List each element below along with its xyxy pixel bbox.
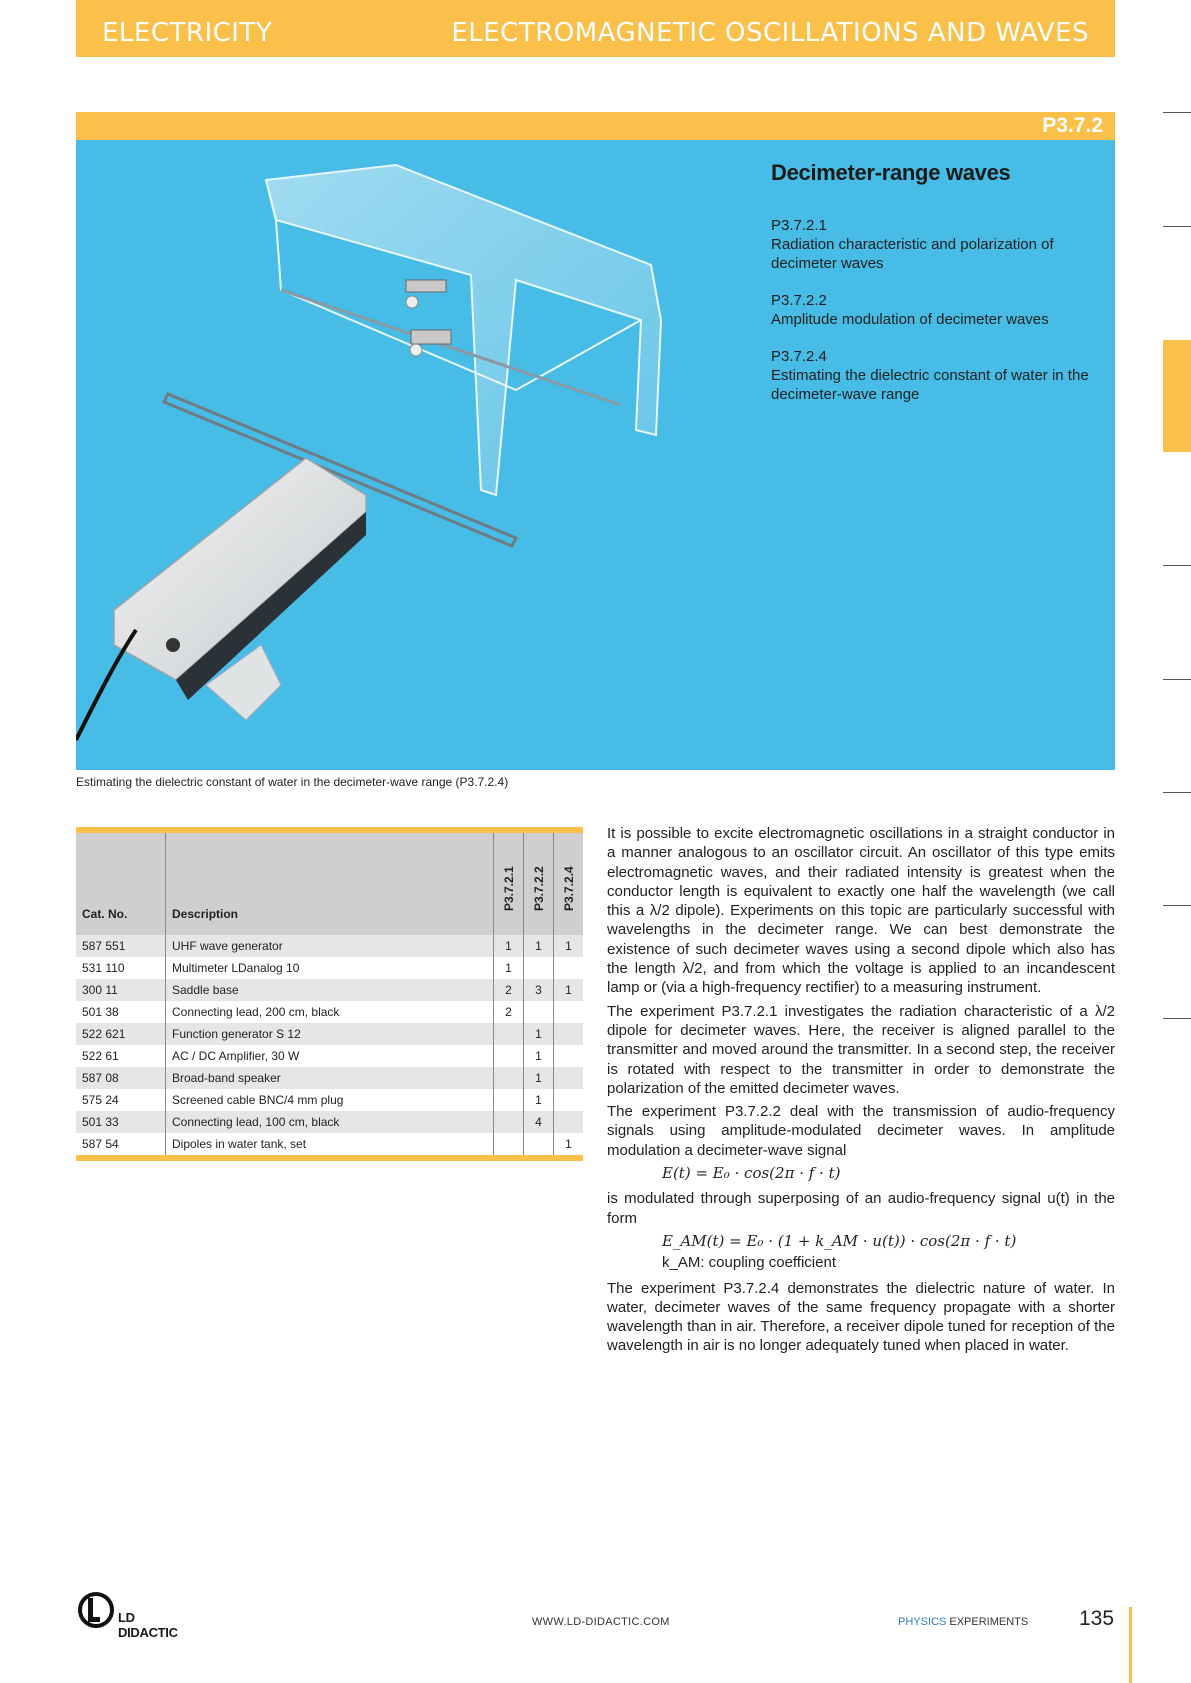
section-code: P3.7.2 xyxy=(1042,114,1103,137)
photo-caption: Estimating the dielectric constant of water in the decimeter-wave range (P3.7.2.4) xyxy=(76,775,509,789)
quantity-cell xyxy=(494,1089,524,1111)
description-text xyxy=(607,824,1115,1360)
cat-no-cell: 522 61 xyxy=(82,1049,119,1063)
quantity-cell xyxy=(524,957,554,979)
footer-accent-rule xyxy=(1129,1607,1132,1683)
quantity-cell: 1 xyxy=(524,1023,554,1045)
index-tick xyxy=(1163,226,1191,227)
index-tick xyxy=(1163,1018,1191,1019)
table-row xyxy=(76,1001,583,1023)
quantity-cell: 1 xyxy=(554,935,584,957)
quantity-cell xyxy=(494,1111,524,1133)
col-header-exp: P3.7.2.2 xyxy=(524,830,554,935)
quantity-cell: 4 xyxy=(524,1111,554,1133)
table-row xyxy=(76,1133,583,1158)
quantity-cell: 3 xyxy=(524,979,554,1001)
quantity-cell xyxy=(494,1023,524,1045)
col-header-exp: P3.7.2.1 xyxy=(494,830,524,935)
cat-no-cell: 587 08 xyxy=(82,1071,119,1085)
description-cell: UHF wave generator xyxy=(166,935,494,957)
paragraph: It is possible to excite electromagnetic oscillations in a straight conductor in a manner analogous to an oscillator circuit. An oscillator of this type emits electromagnetic waves, and their radiated intensity is greatest when the conductor length is equivalent to exactly one half the wavelength (we call this a λ/2 dipole). Experiments on this topic are particularly successful with wavelengths in the decimeter range. We can best demonstrate the existence of such decimeter waves using a second dipole which also has the length λ/2, and from which the voltage is applied to an incandescent lamp or (via a high-frequency rectifier) to a measuring instrument. xyxy=(607,825,1115,997)
quantity-cell xyxy=(524,1001,554,1023)
brand-name: LD DIDACTIC xyxy=(118,1610,178,1640)
cat-no-cell: 501 38 xyxy=(82,1005,119,1019)
description-cell: Screened cable BNC/4 mm plug xyxy=(166,1089,494,1111)
description-cell: Multimeter LDanalog 10 xyxy=(166,957,494,979)
formula-carrier: E(t) = E₀ · cos(2π · f · t) xyxy=(662,1164,841,1183)
index-tick xyxy=(1163,565,1191,566)
experiment-title: Radiation characteristic and polarization of decimeter waves xyxy=(771,236,1054,272)
table-row xyxy=(76,935,583,957)
table-header-row xyxy=(76,830,583,935)
quantity-cell: 1 xyxy=(524,1067,554,1089)
quantity-cell xyxy=(554,1001,584,1023)
experiment-code: P3.7.2.2 xyxy=(771,292,827,309)
cat-no-cell: 501 33 xyxy=(82,1115,119,1129)
table-row xyxy=(76,1045,583,1067)
quantity-cell xyxy=(554,1045,584,1067)
experiment-title: Amplitude modulation of decimeter waves xyxy=(771,311,1049,328)
table-row xyxy=(76,1067,583,1089)
quantity-cell xyxy=(554,957,584,979)
description-cell: Function generator S 12 xyxy=(166,1023,494,1045)
header-bar xyxy=(76,0,1115,57)
quantity-cell: 1 xyxy=(554,979,584,1001)
hero-text xyxy=(771,160,1101,422)
quantity-cell: 2 xyxy=(494,1001,524,1023)
header-topic: ELECTROMAGNETIC OSCILLATIONS AND WAVES xyxy=(451,18,1089,48)
index-tick xyxy=(1163,792,1191,793)
formula-am: E_AM(t) = E₀ · (1 + k_AM · u(t)) · cos(2π · f · t) xyxy=(662,1231,1017,1250)
cat-no-cell: 587 54 xyxy=(76,1133,166,1158)
quantity-cell: 2 xyxy=(494,979,524,1001)
quantity-cell xyxy=(524,1133,554,1158)
quantity-cell xyxy=(494,1045,524,1067)
experiment-item xyxy=(771,291,1101,329)
index-tick xyxy=(1163,905,1191,906)
ld-didactic-logo xyxy=(76,1590,196,1640)
quantity-cell: 1 xyxy=(524,1089,554,1111)
quantity-cell xyxy=(554,1111,584,1133)
quantity-cell: 1 xyxy=(524,935,554,957)
cable xyxy=(76,630,136,740)
experiment-title: Estimating the dielectric constant of water in the decimeter-wave range xyxy=(771,367,1089,403)
col-header-exp: P3.7.2.4 xyxy=(554,830,584,935)
description-cell: Connecting lead, 100 cm, black xyxy=(166,1111,494,1133)
table-row xyxy=(76,1089,583,1111)
table-row xyxy=(76,1023,583,1045)
hero-photo xyxy=(76,140,1115,770)
paragraph: The experiment P3.7.2.4 demonstrates the dielectric nature of water. In water, decimeter waves of the same frequency propagate with a shorter wavelength than in air. Therefore, a receiver dipole tuned for reception of the wavelength in air is no longer adequately tuned when placed in water. xyxy=(607,1279,1115,1355)
table-row xyxy=(76,1111,583,1133)
page-number: 135 xyxy=(1079,1607,1115,1630)
experiment-code: P3.7.2.1 xyxy=(771,217,827,234)
index-tick xyxy=(1163,112,1191,113)
footer-experiments: EXPERIMENTS xyxy=(949,1616,1029,1628)
col-header-desc: Description xyxy=(166,830,494,935)
cat-no-cell: 575 24 xyxy=(82,1093,119,1107)
quantity-cell xyxy=(554,1023,584,1045)
footer-physics: PHYSICS xyxy=(898,1616,947,1628)
col-header-cat: Cat. No. xyxy=(76,830,166,935)
ld-logo-icon xyxy=(76,1590,120,1630)
header-chapter: ELECTRICITY xyxy=(102,18,273,48)
quantity-cell xyxy=(554,1089,584,1111)
quantity-cell xyxy=(554,1067,584,1089)
quantity-cell: 1 xyxy=(494,957,524,979)
water-tank xyxy=(266,165,661,495)
description-cell: Connecting lead, 200 cm, black xyxy=(166,1001,494,1023)
quantity-cell: 1 xyxy=(494,935,524,957)
equipment-table xyxy=(76,827,583,1161)
quantity-cell xyxy=(494,1067,524,1089)
paragraph: is modulated through superposing of an audio-frequency signal u(t) in the form xyxy=(607,1190,1115,1227)
paragraph: The experiment P3.7.2.1 investigates the radiation characteristic of a λ/2 dipole for decimeter waves. Here, the receiver is aligned parallel to the transmitter and moved around the transmitter. In a second step, the receiver is rotated with respect to the transmitter in order to demonstrate the polarization of the emitted decimeter waves. xyxy=(607,1002,1115,1097)
description-cell: Saddle base xyxy=(166,979,494,1001)
description-cell: AC / DC Amplifier, 30 W xyxy=(166,1045,494,1067)
description-cell: Dipoles in water tank, set xyxy=(166,1133,494,1158)
formula-note: k_AM: coupling coefficient xyxy=(662,1254,836,1272)
cat-no-cell: 587 551 xyxy=(82,939,126,953)
paragraph: The experiment P3.7.2.2 deal with the transmission of audio-frequency signals using amplitude-modulated decimeter waves. In amplitude modulation a decimeter-wave signal xyxy=(607,1103,1115,1159)
experiment-item xyxy=(771,216,1101,273)
experiment-code: P3.7.2.4 xyxy=(771,348,827,365)
footer-series xyxy=(898,1616,1028,1628)
table-row xyxy=(76,957,583,979)
index-tick xyxy=(1163,679,1191,680)
section-title: Decimeter-range waves xyxy=(771,160,1011,185)
quantity-cell: 1 xyxy=(554,1133,584,1158)
section-bar xyxy=(76,112,1115,140)
table-row xyxy=(76,979,583,1001)
cat-no-cell: 300 11 xyxy=(82,983,118,997)
quantity-cell: 1 xyxy=(524,1045,554,1067)
cat-no-cell: 522 621 xyxy=(82,1027,126,1041)
chapter-index-tab-active xyxy=(1163,340,1191,452)
quantity-cell xyxy=(494,1133,524,1158)
footer-url[interactable]: WWW.LD-DIDACTIC.COM xyxy=(532,1616,670,1628)
cat-no-cell: 531 110 xyxy=(82,961,125,975)
description-cell: Broad-band speaker xyxy=(166,1067,494,1089)
experiment-item xyxy=(771,347,1101,404)
